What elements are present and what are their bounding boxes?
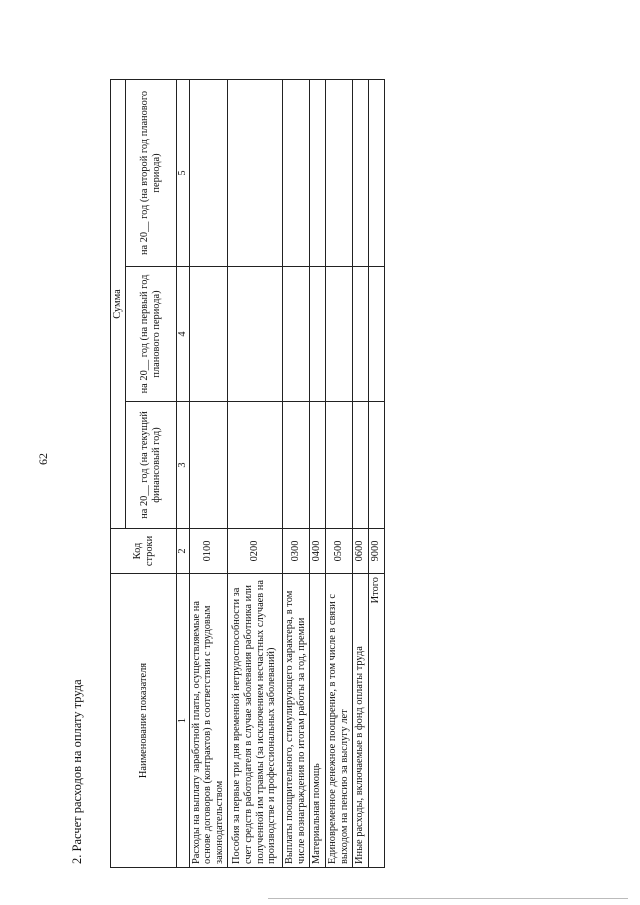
value-cell[interactable] [282,402,309,529]
value-cell[interactable] [282,267,309,402]
value-cell[interactable] [227,402,282,529]
page-number: 62 [36,453,50,465]
row-name: Пособия за первые три дня временной нетрудоспособности за счет средств работодателя в случае заболевания работника или полученной им травмы (за исключением несчастных случаев на производстве и профессиональных заболеваний) [227,574,282,868]
header-year-plan-2: на 20__ год (на второй год планового периода) [126,80,177,267]
table-row [309,80,325,868]
document-content [70,80,382,868]
total-row [368,80,384,868]
value-cell[interactable] [309,80,325,267]
value-cell[interactable] [189,267,227,402]
value-cell[interactable] [227,267,282,402]
table-row [227,80,282,868]
row-code: 0600 [352,529,368,574]
value-cell[interactable] [368,267,384,402]
total-label: Итого [368,574,384,868]
value-cell[interactable] [309,267,325,402]
column-number-row [177,80,190,868]
value-cell[interactable] [325,267,352,402]
section-title: 2. Расчет расходов на оплату труда [70,679,84,864]
row-name: Иные расходы, включаемые в фонд оплаты труда [352,574,368,868]
column-number: 5 [177,80,190,267]
value-cell[interactable] [368,80,384,267]
header-name: Наименование показателя [111,574,177,868]
row-code: 0400 [309,529,325,574]
row-name: Материальная помощь [309,574,325,868]
table-row [325,80,352,868]
row-code: 0500 [325,529,352,574]
header-year-current: на 20__ год (на текущий финансовый год) [126,402,177,529]
header-year-plan-1: на 20__ год (на первый год планового периода) [126,267,177,402]
value-cell[interactable] [325,80,352,267]
value-cell[interactable] [227,80,282,267]
header-sum: Сумма [111,80,126,529]
value-cell[interactable] [352,402,368,529]
header-row [111,80,126,868]
row-code: 0300 [282,529,309,574]
total-code: 9000 [368,529,384,574]
column-number: 3 [177,402,190,529]
table-row [282,80,309,868]
header-code: Код строки [111,529,177,574]
value-cell[interactable] [325,402,352,529]
column-number: 2 [177,529,190,574]
value-cell[interactable] [352,80,368,267]
value-cell[interactable] [309,402,325,529]
column-number: 4 [177,267,190,402]
value-cell[interactable] [282,80,309,267]
row-code: 0200 [227,529,282,574]
value-cell[interactable] [368,402,384,529]
row-name: Выплаты поощрительного, стимулирующего характера, в том числе вознаграждения по итогам работы за год, премии [282,574,309,868]
table-row [189,80,227,868]
row-code: 0100 [189,529,227,574]
scan-edge-line [268,898,628,899]
value-cell[interactable] [189,402,227,529]
row-name: Единовременное денежное поощрение, в том числе в связи с выходом на пенсию за выслугу лет [325,574,352,868]
labor-expenses-table [110,79,385,868]
value-cell[interactable] [189,80,227,267]
row-name: Расходы на выплату заработной платы, осуществляемые на основе договоров (контрактов) в соответствии с трудовым законодательством [189,574,227,868]
value-cell[interactable] [352,267,368,402]
table-row [352,80,368,868]
column-number: 1 [177,574,190,868]
